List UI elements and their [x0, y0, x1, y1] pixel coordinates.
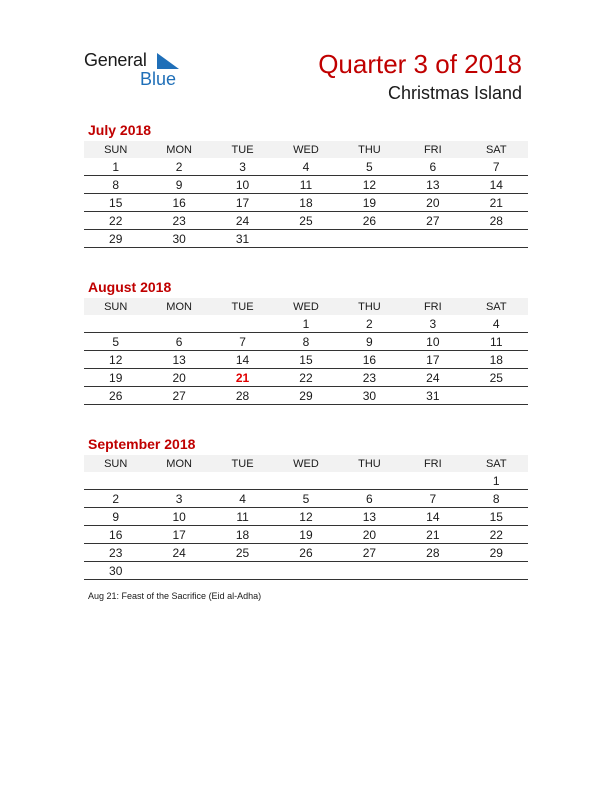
weekday-header-row [84, 141, 528, 158]
day-cell: 5 [338, 158, 401, 176]
weekday-header: FRI [401, 141, 464, 158]
day-cell: 17 [147, 526, 210, 544]
day-cell: 10 [401, 333, 464, 351]
weekday-header: MON [147, 455, 210, 472]
month-title: August 2018 [88, 279, 172, 295]
day-cell: 7 [465, 158, 528, 176]
day-cell: 30 [338, 387, 401, 405]
empty-day-cell [211, 562, 274, 580]
day-cell: 8 [84, 176, 147, 194]
day-cell: 10 [147, 508, 210, 526]
day-cell: 12 [274, 508, 337, 526]
day-cell: 12 [84, 351, 147, 369]
day-cell: 22 [274, 369, 337, 387]
day-cell: 25 [465, 369, 528, 387]
empty-day-cell [465, 562, 528, 580]
logo-text-general: General [84, 50, 147, 70]
weekday-header: SUN [84, 141, 147, 158]
day-cell: 23 [147, 212, 210, 230]
day-cell: 14 [401, 508, 464, 526]
day-cell: 21 [211, 369, 274, 387]
day-cell: 20 [147, 369, 210, 387]
empty-day-cell [84, 315, 147, 333]
week-row [84, 230, 528, 248]
day-cell: 26 [84, 387, 147, 405]
day-cell: 20 [338, 526, 401, 544]
day-cell: 24 [147, 544, 210, 562]
day-cell: 4 [274, 158, 337, 176]
day-cell: 2 [147, 158, 210, 176]
week-row [84, 562, 528, 580]
week-row [84, 333, 528, 351]
weekday-header: TUE [211, 455, 274, 472]
day-cell: 7 [401, 490, 464, 508]
week-row [84, 472, 528, 490]
day-cell: 11 [465, 333, 528, 351]
day-cell: 13 [401, 176, 464, 194]
day-cell: 31 [211, 230, 274, 248]
day-cell: 29 [84, 230, 147, 248]
day-cell: 27 [401, 212, 464, 230]
logo-text-blue: Blue [140, 69, 177, 89]
day-cell: 2 [84, 490, 147, 508]
day-cell: 24 [211, 212, 274, 230]
day-cell: 17 [401, 351, 464, 369]
day-cell: 13 [147, 351, 210, 369]
day-cell: 8 [274, 333, 337, 351]
day-cell: 1 [465, 472, 528, 490]
day-cell: 1 [274, 315, 337, 333]
day-cell: 21 [401, 526, 464, 544]
month-august [84, 278, 528, 405]
day-cell: 4 [465, 315, 528, 333]
day-cell: 27 [147, 387, 210, 405]
day-cell: 15 [465, 508, 528, 526]
day-cell: 18 [211, 526, 274, 544]
day-cell: 3 [147, 490, 210, 508]
calendar-table [84, 455, 528, 580]
empty-day-cell [274, 230, 337, 248]
day-cell: 25 [274, 212, 337, 230]
day-cell: 4 [211, 490, 274, 508]
week-row [84, 176, 528, 194]
empty-day-cell [274, 472, 337, 490]
empty-day-cell [274, 562, 337, 580]
empty-day-cell [147, 315, 210, 333]
day-cell: 10 [211, 176, 274, 194]
weekday-header: SUN [84, 455, 147, 472]
weekday-header: MON [147, 141, 210, 158]
weekday-header: FRI [401, 455, 464, 472]
day-cell: 24 [401, 369, 464, 387]
empty-day-cell [401, 472, 464, 490]
day-cell: 15 [84, 194, 147, 212]
holiday-note: Aug 21: Feast of the Sacrifice (Eid al-Adha) [88, 591, 262, 601]
day-cell: 30 [147, 230, 210, 248]
day-cell: 13 [338, 508, 401, 526]
empty-day-cell [338, 472, 401, 490]
calendar-table [84, 298, 528, 405]
day-cell: 28 [465, 212, 528, 230]
week-row [84, 194, 528, 212]
weekday-header: SUN [84, 298, 147, 315]
day-cell: 25 [211, 544, 274, 562]
day-cell: 6 [401, 158, 464, 176]
day-cell: 28 [401, 544, 464, 562]
weekday-header: THU [338, 298, 401, 315]
day-cell: 22 [84, 212, 147, 230]
day-cell: 7 [211, 333, 274, 351]
weekday-header: TUE [211, 141, 274, 158]
day-cell: 30 [84, 562, 147, 580]
weekday-header: THU [338, 455, 401, 472]
day-cell: 11 [274, 176, 337, 194]
weekday-header: MON [147, 298, 210, 315]
day-cell: 3 [211, 158, 274, 176]
weekday-header-row [84, 298, 528, 315]
day-cell: 1 [84, 158, 147, 176]
week-row [84, 508, 528, 526]
day-cell: 15 [274, 351, 337, 369]
month-title: July 2018 [88, 122, 152, 138]
holiday-notes [88, 591, 261, 601]
day-cell: 9 [147, 176, 210, 194]
weekday-header: FRI [401, 298, 464, 315]
empty-day-cell [84, 472, 147, 490]
day-cell: 9 [338, 333, 401, 351]
weekday-header: WED [274, 455, 337, 472]
week-row [84, 212, 528, 230]
empty-day-cell [338, 562, 401, 580]
logo-triangle-icon [157, 53, 179, 69]
day-cell: 19 [338, 194, 401, 212]
day-cell: 16 [84, 526, 147, 544]
day-cell: 6 [338, 490, 401, 508]
day-cell: 23 [84, 544, 147, 562]
day-cell: 9 [84, 508, 147, 526]
day-cell: 18 [465, 351, 528, 369]
page-title: Quarter 3 of 2018 [318, 49, 522, 79]
calendar-table [84, 141, 528, 248]
week-row [84, 544, 528, 562]
month-title: September 2018 [88, 436, 196, 452]
day-cell: 16 [338, 351, 401, 369]
day-cell: 27 [338, 544, 401, 562]
day-cell: 26 [338, 212, 401, 230]
day-cell: 5 [84, 333, 147, 351]
month-july [84, 121, 528, 248]
day-cell: 19 [84, 369, 147, 387]
day-cell: 5 [274, 490, 337, 508]
week-row [84, 315, 528, 333]
week-row [84, 526, 528, 544]
weekday-header: TUE [211, 298, 274, 315]
day-cell: 6 [147, 333, 210, 351]
page-subtitle: Christmas Island [387, 83, 522, 103]
day-cell: 28 [211, 387, 274, 405]
empty-day-cell [211, 472, 274, 490]
weekday-header: WED [274, 141, 337, 158]
week-row [84, 387, 528, 405]
empty-day-cell [338, 230, 401, 248]
empty-day-cell [465, 230, 528, 248]
weekday-header: SAT [465, 298, 528, 315]
week-row [84, 351, 528, 369]
empty-day-cell [211, 315, 274, 333]
weekday-header-row [84, 455, 528, 472]
week-row [84, 490, 528, 508]
weekday-header: SAT [465, 141, 528, 158]
empty-day-cell [401, 230, 464, 248]
day-cell: 21 [465, 194, 528, 212]
day-cell: 8 [465, 490, 528, 508]
week-row [84, 369, 528, 387]
day-cell: 31 [401, 387, 464, 405]
day-cell: 29 [274, 387, 337, 405]
day-cell: 20 [401, 194, 464, 212]
weekday-header: SAT [465, 455, 528, 472]
weekday-header: THU [338, 141, 401, 158]
week-row [84, 158, 528, 176]
day-cell: 18 [274, 194, 337, 212]
day-cell: 14 [211, 351, 274, 369]
day-cell: 17 [211, 194, 274, 212]
month-september [84, 435, 528, 580]
day-cell: 2 [338, 315, 401, 333]
day-cell: 16 [147, 194, 210, 212]
day-cell: 14 [465, 176, 528, 194]
day-cell: 22 [465, 526, 528, 544]
empty-day-cell [147, 472, 210, 490]
day-cell: 29 [465, 544, 528, 562]
day-cell: 12 [338, 176, 401, 194]
empty-day-cell [147, 562, 210, 580]
empty-day-cell [465, 387, 528, 405]
day-cell: 11 [211, 508, 274, 526]
weekday-header: WED [274, 298, 337, 315]
day-cell: 3 [401, 315, 464, 333]
day-cell: 26 [274, 544, 337, 562]
logo [84, 50, 194, 90]
day-cell: 19 [274, 526, 337, 544]
day-cell: 23 [338, 369, 401, 387]
empty-day-cell [401, 562, 464, 580]
